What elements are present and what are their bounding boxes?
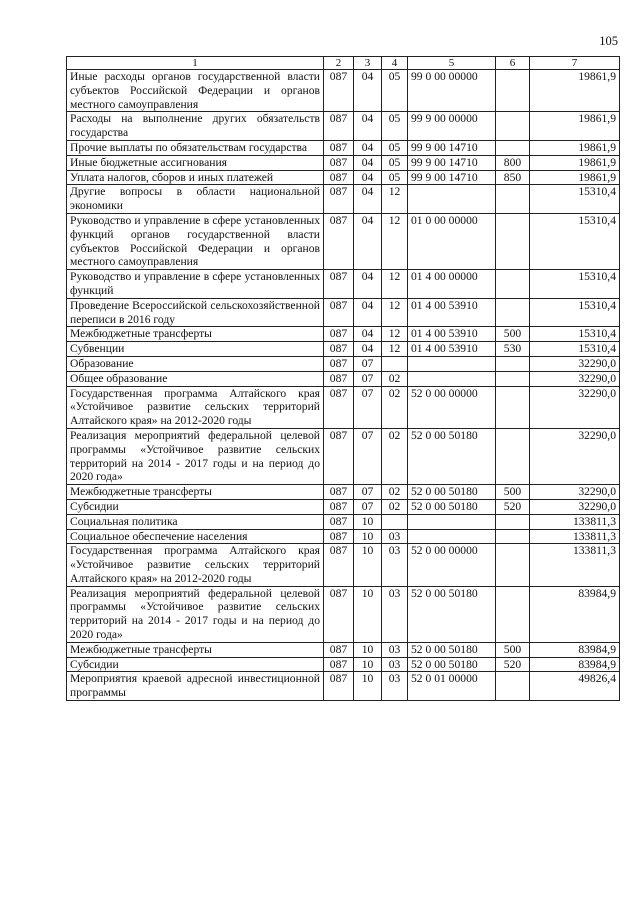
row-code: 087 (324, 155, 354, 170)
row-subsection: 03 (382, 672, 408, 701)
row-code: 087 (324, 544, 354, 586)
row-section: 04 (354, 70, 382, 112)
row-target-article: 01 4 00 00000 (408, 270, 496, 299)
row-expense-type: 500 (496, 642, 530, 657)
row-expense-type (496, 270, 530, 299)
row-code: 087 (324, 672, 354, 701)
row-section: 07 (354, 485, 382, 500)
row-amount: 15310,4 (530, 270, 620, 299)
row-target-article (408, 529, 496, 544)
row-subsection: 02 (382, 386, 408, 428)
row-section: 04 (354, 170, 382, 185)
row-code: 087 (324, 657, 354, 672)
row-section: 10 (354, 642, 382, 657)
row-subsection: 05 (382, 140, 408, 155)
table-row (67, 270, 620, 299)
row-amount: 83984,9 (530, 642, 620, 657)
row-target-article: 52 0 00 50180 (408, 642, 496, 657)
row-code: 087 (324, 428, 354, 484)
row-code: 087 (324, 213, 354, 269)
row-amount: 32290,0 (530, 428, 620, 484)
row-target-article: 52 0 00 50180 (408, 657, 496, 672)
header-col-4: 4 (382, 57, 408, 70)
row-name: Межбюджетные трансферты (67, 642, 324, 657)
row-target-article: 52 0 01 00000 (408, 672, 496, 701)
row-amount: 19861,9 (530, 155, 620, 170)
row-section: 04 (354, 155, 382, 170)
row-subsection: 03 (382, 586, 408, 642)
row-name: Мероприятия краевой адресной инвестиционной программы (67, 672, 324, 701)
row-name: Социальное обеспечение населения (67, 529, 324, 544)
row-section: 04 (354, 185, 382, 214)
row-amount: 32290,0 (530, 485, 620, 500)
table-row (67, 298, 620, 327)
row-amount: 19861,9 (530, 70, 620, 112)
row-name: Расходы на выполнение других обязательств государства (67, 112, 324, 141)
row-section: 04 (354, 327, 382, 342)
row-code: 087 (324, 485, 354, 500)
row-amount: 15310,4 (530, 185, 620, 214)
table-row (67, 371, 620, 386)
row-target-article: 99 0 00 00000 (408, 70, 496, 112)
header-col-2: 2 (324, 57, 354, 70)
table-row (67, 544, 620, 586)
row-target-article: 99 9 00 14710 (408, 155, 496, 170)
table-row (67, 185, 620, 214)
row-code: 087 (324, 185, 354, 214)
row-expense-type: 500 (496, 327, 530, 342)
row-code: 087 (324, 529, 354, 544)
row-code: 087 (324, 327, 354, 342)
table-row (67, 155, 620, 170)
row-code: 087 (324, 371, 354, 386)
row-name: Образование (67, 356, 324, 371)
row-amount: 133811,3 (530, 514, 620, 529)
row-code: 087 (324, 70, 354, 112)
row-target-article: 52 0 00 50180 (408, 499, 496, 514)
table-row (67, 386, 620, 428)
row-target-article: 01 4 00 53910 (408, 342, 496, 357)
row-name: Уплата налогов, сборов и иных платежей (67, 170, 324, 185)
row-section: 07 (354, 499, 382, 514)
row-expense-type (496, 586, 530, 642)
row-section: 10 (354, 657, 382, 672)
row-target-article: 52 0 00 00000 (408, 544, 496, 586)
header-col-6: 6 (496, 57, 530, 70)
row-target-article: 52 0 00 00000 (408, 386, 496, 428)
row-amount: 15310,4 (530, 213, 620, 269)
row-expense-type (496, 529, 530, 544)
row-subsection: 05 (382, 170, 408, 185)
row-subsection: 12 (382, 185, 408, 214)
row-subsection: 12 (382, 342, 408, 357)
row-amount: 49826,4 (530, 672, 620, 701)
table-row (67, 657, 620, 672)
row-name: Общее образование (67, 371, 324, 386)
row-target-article: 52 0 00 50180 (408, 428, 496, 484)
row-code: 087 (324, 342, 354, 357)
row-section: 10 (354, 529, 382, 544)
row-name: Социальная политика (67, 514, 324, 529)
table-row (67, 112, 620, 141)
row-expense-type (496, 428, 530, 484)
table-row (67, 342, 620, 357)
row-expense-type (496, 185, 530, 214)
row-expense-type (496, 544, 530, 586)
row-section: 04 (354, 270, 382, 299)
row-subsection: 03 (382, 544, 408, 586)
row-section: 07 (354, 356, 382, 371)
row-section: 04 (354, 342, 382, 357)
row-code: 087 (324, 386, 354, 428)
row-amount: 133811,3 (530, 529, 620, 544)
row-name: Иные расходы органов государственной власти субъектов Российской Федерации и органов местного самоуправления (67, 70, 324, 112)
row-target-article: 01 0 00 00000 (408, 213, 496, 269)
row-subsection: 12 (382, 327, 408, 342)
row-name: Субсидии (67, 657, 324, 672)
table-row (67, 213, 620, 269)
budget-table (66, 56, 620, 701)
row-code: 087 (324, 270, 354, 299)
row-name: Другие вопросы в области национальной экономики (67, 185, 324, 214)
row-code: 087 (324, 499, 354, 514)
row-section: 04 (354, 112, 382, 141)
header-col-1: 1 (67, 57, 324, 70)
row-section: 07 (354, 386, 382, 428)
row-section: 10 (354, 514, 382, 529)
table-row (67, 170, 620, 185)
row-target-article (408, 514, 496, 529)
row-section: 10 (354, 586, 382, 642)
row-amount: 19861,9 (530, 170, 620, 185)
header-col-7: 7 (530, 57, 620, 70)
row-subsection: 05 (382, 112, 408, 141)
row-subsection: 03 (382, 657, 408, 672)
row-amount: 83984,9 (530, 657, 620, 672)
row-amount: 83984,9 (530, 586, 620, 642)
row-section: 10 (354, 544, 382, 586)
row-expense-type (496, 112, 530, 141)
row-expense-type: 800 (496, 155, 530, 170)
table-row (67, 356, 620, 371)
row-amount: 133811,3 (530, 544, 620, 586)
row-code: 087 (324, 140, 354, 155)
row-section: 07 (354, 428, 382, 484)
header-row (67, 57, 620, 70)
table-row (67, 485, 620, 500)
row-code: 087 (324, 112, 354, 141)
row-subsection: 03 (382, 642, 408, 657)
row-amount: 32290,0 (530, 386, 620, 428)
table-row (67, 499, 620, 514)
table-row (67, 586, 620, 642)
row-subsection: 05 (382, 155, 408, 170)
row-expense-type (496, 672, 530, 701)
row-section: 10 (354, 672, 382, 701)
row-section: 04 (354, 140, 382, 155)
row-expense-type: 520 (496, 657, 530, 672)
row-expense-type: 530 (496, 342, 530, 357)
row-target-article: 01 4 00 53910 (408, 327, 496, 342)
row-name: Реализация мероприятий федеральной целевой программы «Устойчивое развитие сельских территорий на 2014 - 2017 годы и на период до 2020 года» (67, 586, 324, 642)
header-col-5: 5 (408, 57, 496, 70)
row-target-article (408, 371, 496, 386)
row-target-article (408, 356, 496, 371)
row-name: Субвенции (67, 342, 324, 357)
row-target-article (408, 185, 496, 214)
row-amount: 15310,4 (530, 298, 620, 327)
row-code: 087 (324, 514, 354, 529)
row-name: Субсидии (67, 499, 324, 514)
row-target-article: 01 4 00 53910 (408, 298, 496, 327)
row-name: Прочие выплаты по обязательствам государства (67, 140, 324, 155)
table-row (67, 642, 620, 657)
row-amount: 19861,9 (530, 140, 620, 155)
row-code: 087 (324, 356, 354, 371)
page-number: 105 (599, 34, 618, 48)
row-amount: 15310,4 (530, 342, 620, 357)
row-subsection (382, 356, 408, 371)
row-subsection: 02 (382, 428, 408, 484)
row-target-article: 99 9 00 14710 (408, 140, 496, 155)
row-subsection: 12 (382, 298, 408, 327)
row-amount: 19861,9 (530, 112, 620, 141)
row-expense-type (496, 70, 530, 112)
row-subsection (382, 514, 408, 529)
row-target-article: 52 0 00 50180 (408, 485, 496, 500)
row-expense-type (496, 386, 530, 428)
row-expense-type: 520 (496, 499, 530, 514)
table-row (67, 672, 620, 701)
row-expense-type (496, 213, 530, 269)
row-name: Государственная программа Алтайского края «Устойчивое развитие сельских территорий Алтайского края» на 2012-2020 годы (67, 544, 324, 586)
row-section: 07 (354, 371, 382, 386)
row-name: Руководство и управление в сфере установленных функций органов государственной власти субъектов Российской Федерации и органов местного самоуправления (67, 213, 324, 269)
row-name: Реализация мероприятий федеральной целевой программы «Устойчивое развитие сельских территорий на 2014 - 2017 годы и на период до 2020 года» (67, 428, 324, 484)
row-expense-type (496, 371, 530, 386)
row-section: 04 (354, 298, 382, 327)
row-section: 04 (354, 213, 382, 269)
row-name: Межбюджетные трансферты (67, 485, 324, 500)
row-subsection: 12 (382, 270, 408, 299)
row-subsection: 02 (382, 485, 408, 500)
row-subsection: 05 (382, 70, 408, 112)
row-expense-type (496, 356, 530, 371)
row-subsection: 02 (382, 499, 408, 514)
row-name: Руководство и управление в сфере установленных функций (67, 270, 324, 299)
row-expense-type (496, 298, 530, 327)
table-row (67, 529, 620, 544)
table-row (67, 70, 620, 112)
row-amount: 32290,0 (530, 499, 620, 514)
header-col-3: 3 (354, 57, 382, 70)
row-target-article: 99 9 00 00000 (408, 112, 496, 141)
row-subsection: 12 (382, 213, 408, 269)
row-target-article: 52 0 00 50180 (408, 586, 496, 642)
table-body (67, 70, 620, 701)
table-row (67, 140, 620, 155)
row-expense-type: 850 (496, 170, 530, 185)
row-subsection: 02 (382, 371, 408, 386)
table-row (67, 428, 620, 484)
row-subsection: 03 (382, 529, 408, 544)
row-code: 087 (324, 586, 354, 642)
row-name: Межбюджетные трансферты (67, 327, 324, 342)
row-amount: 32290,0 (530, 371, 620, 386)
row-amount: 32290,0 (530, 356, 620, 371)
row-expense-type: 500 (496, 485, 530, 500)
row-amount: 15310,4 (530, 327, 620, 342)
row-expense-type (496, 514, 530, 529)
row-expense-type (496, 140, 530, 155)
row-target-article: 99 9 00 14710 (408, 170, 496, 185)
table-row (67, 327, 620, 342)
row-code: 087 (324, 298, 354, 327)
table-row (67, 514, 620, 529)
row-name: Проведение Всероссийской сельскохозяйственной переписи в 2016 году (67, 298, 324, 327)
row-name: Государственная программа Алтайского края «Устойчивое развитие сельских территорий Алтайского края» на 2012-2020 годы (67, 386, 324, 428)
row-code: 087 (324, 170, 354, 185)
row-code: 087 (324, 642, 354, 657)
row-name: Иные бюджетные ассигнования (67, 155, 324, 170)
